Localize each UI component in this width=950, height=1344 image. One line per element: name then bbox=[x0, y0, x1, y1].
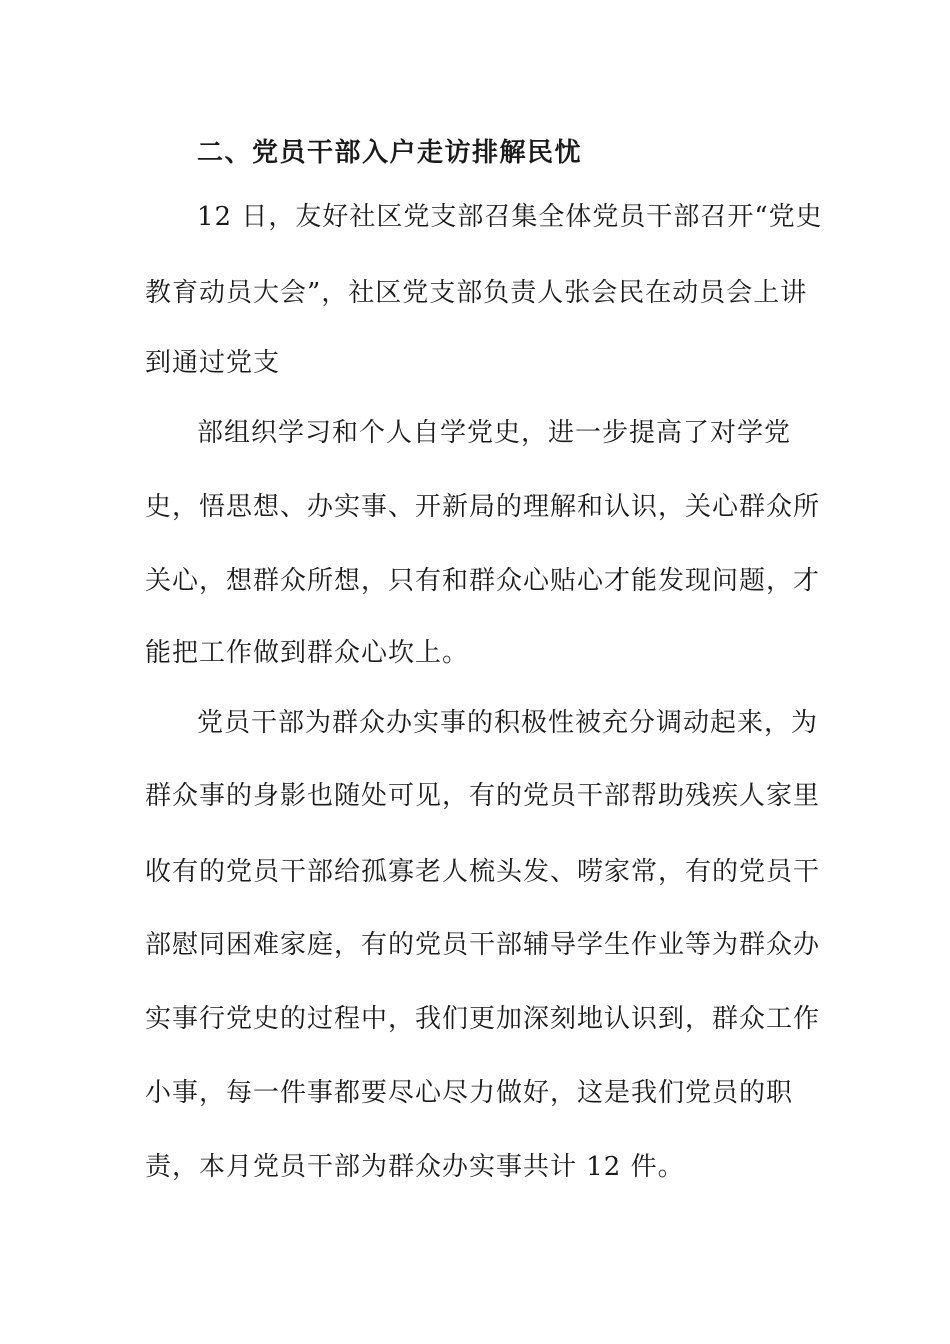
paragraph-3-line-6: 小事，每一件事都要尽心尽力做好，这是我们党员的职 bbox=[145, 1078, 794, 1108]
paragraph-3-line-1: 党员干部为群众办实事的积极性被充分调动起来，为 bbox=[197, 708, 819, 738]
section-heading: 二、党员干部入户走访排解民忧 bbox=[197, 138, 583, 168]
paragraph-2-line-3: 关心，想群众所想，只有和群众心贴心才能发现问题，才 bbox=[145, 566, 821, 596]
paragraph-1-line-1: 12 日，友好社区党支部召集全体党员干部召开“党史 bbox=[197, 202, 823, 232]
paragraph-3-line-2: 群众事的身影也随处可见，有的党员干部帮助残疾人家里 bbox=[145, 781, 821, 811]
paragraph-2-line-1: 部组织学习和个人自学党史，进一步提高了对学党 bbox=[197, 418, 792, 448]
paragraph-3-line-5: 实事行党史的过程中，我们更加深刻地认识到，群众工作 bbox=[145, 1004, 821, 1034]
paragraph-1-line-2: 教育动员大会”，社区党支部负责人张会民在动员会上讲 bbox=[145, 278, 808, 308]
paragraph-3-line-4: 部慰同困难家庭，有的党员干部辅导学生作业等为群众办 bbox=[145, 930, 821, 960]
paragraph-1-line-3: 到通过党支 bbox=[145, 348, 281, 378]
paragraph-2-line-2: 史，悟思想、办实事、开新局的理解和认识，关心群众所 bbox=[145, 492, 821, 522]
paragraph-3-line-3: 收有的党员干部给孤寡老人梳头发、唠家常，有的党员干 bbox=[145, 857, 821, 887]
paragraph-2-line-4: 能把工作做到群众心坎上。 bbox=[145, 638, 470, 668]
paragraph-3-line-7: 责，本月党员干部为群众办实事共计 12 件。 bbox=[145, 1152, 685, 1182]
